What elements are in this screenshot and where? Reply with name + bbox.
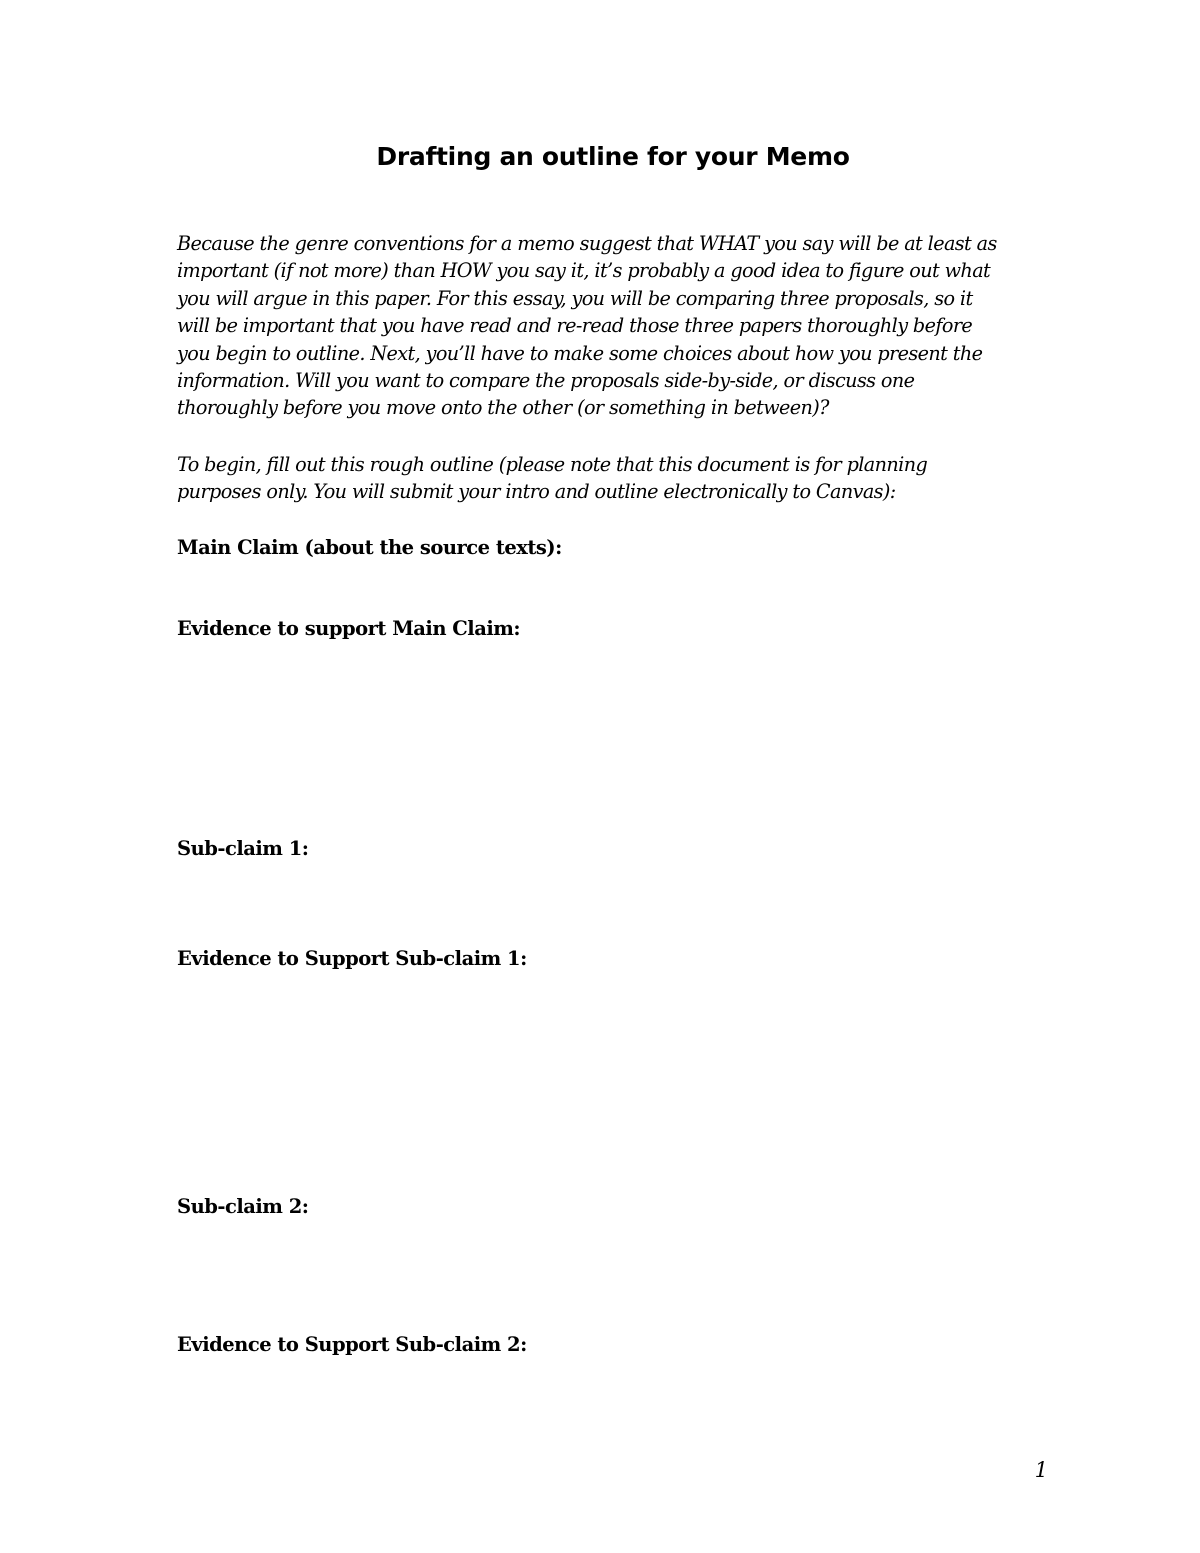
intro-line: Because the genre conventions for a memo suggest that WHAT you say will be at least as — [177, 232, 997, 255]
evidence-sub-claim-1-label: Evidence to Support Sub-claim 1: — [177, 947, 527, 970]
intro-line: thoroughly before you move onto the other (or something in between)? — [177, 396, 829, 420]
intro-line: will be important that you have read and re-read those three papers thoroughly before — [177, 314, 973, 338]
evidence-sub-claim-2-label: Evidence to Support Sub-claim 2: — [177, 1333, 527, 1356]
instruction-line: purposes only. You will submit your intro and outline electronically to Canvas): — [177, 480, 896, 504]
intro-line: important (if not more) than HOW you say it, it’s probably a good idea to figure out what — [177, 259, 991, 283]
intro-line: you begin to outline. Next, you’ll have to make some choices about how you present the — [177, 341, 983, 365]
intro-line: you will argue in this paper. For this essay, you will be comparing three proposals, so it — [177, 286, 973, 310]
main-claim-label: Main Claim (about the source texts): — [177, 536, 562, 559]
sub-claim-2-label: Sub-claim 2: — [177, 1195, 309, 1218]
instruction-line: To begin, fill out this rough outline (please note that this document is for planning — [177, 453, 928, 476]
document-title: Drafting an outline for your Memo — [376, 142, 850, 171]
intro-paragraph — [177, 230, 1057, 422]
page-number: 1 — [1034, 1458, 1048, 1482]
evidence-main-claim-label: Evidence to support Main Claim: — [177, 617, 521, 640]
intro-line: information. Will you want to compare the proposals side-by-side, or discuss one — [177, 369, 915, 393]
sub-claim-1-label: Sub-claim 1: — [177, 837, 309, 860]
instructions-paragraph — [177, 451, 1057, 506]
